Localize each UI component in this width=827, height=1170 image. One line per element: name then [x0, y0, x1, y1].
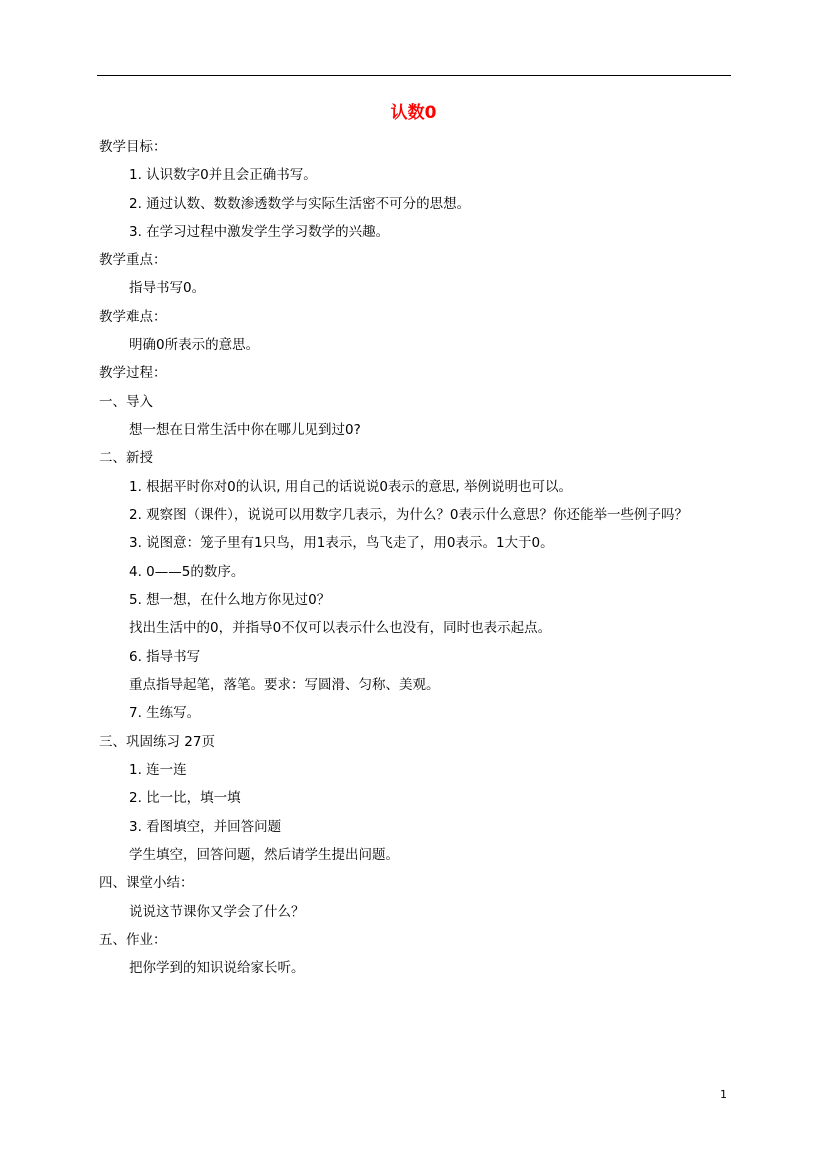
section-goals-heading: 教学目标：	[99, 139, 167, 155]
practice-item-3-detail: 学生填空，回答问题，然后请学生提出问题。	[129, 847, 399, 863]
header-rule	[97, 75, 731, 76]
practice-item-2: 2. 比一比，填一填	[129, 790, 241, 806]
goal-item-3: 3. 在学习过程中激发学生学习数学的兴趣。	[129, 224, 390, 240]
part-intro-heading: 一、导入	[99, 394, 153, 410]
part-homework-heading: 五、作业：	[99, 932, 167, 948]
practice-item-1: 1. 连一连	[129, 762, 187, 778]
goal-item-2: 2. 通过认数、数数渗透数学与实际生活密不可分的思想。	[129, 196, 471, 212]
part-new-teaching-heading: 二、新授	[99, 450, 153, 466]
new-teaching-item-5: 5. 想一想，在什么地方你见过0？	[129, 592, 331, 608]
new-teaching-item-7: 7. 生练写。	[129, 705, 201, 721]
key-point-text: 指导书写0。	[129, 280, 206, 296]
new-teaching-item-1: 1. 根据平时你对0的认识, 用自己的话说说0表示的意思, 举例说明也可以。	[129, 479, 573, 495]
new-teaching-item-3: 3. 说图意：笼子里有1只鸟，用1表示，鸟飞走了，用0表示。1大于0。	[129, 535, 554, 551]
section-difficulty-heading: 教学难点：	[99, 309, 167, 325]
new-teaching-item-6-detail: 重点指导起笔，落笔。要求：写圆滑、匀称、美观。	[129, 677, 440, 693]
new-teaching-item-5-detail: 找出生活中的0，并指导0不仅可以表示什么也没有，同时也表示起点。	[129, 620, 552, 636]
page-number: 1	[720, 1088, 727, 1101]
summary-text: 说说这节课你又学会了什么？	[129, 904, 305, 920]
intro-text: 想一想在日常生活中你在哪儿见到过0?	[129, 422, 361, 438]
homework-text: 把你学到的知识说给家长听。	[129, 960, 305, 976]
document-title: 认数0	[390, 103, 437, 123]
new-teaching-item-6: 6. 指导书写	[129, 649, 201, 665]
new-teaching-item-4: 4. 0——5的数序。	[129, 564, 245, 580]
section-process-heading: 教学过程：	[99, 365, 167, 381]
section-key-point-heading: 教学重点：	[99, 252, 167, 268]
practice-item-3: 3. 看图填空，并回答问题	[129, 819, 282, 835]
new-teaching-item-2: 2. 观察图（课件），说说可以用数字几表示，为什么？0表示什么意思？你还能举一些例子吗？	[129, 507, 689, 523]
goal-item-1: 1. 认识数字0并且会正确书写。	[129, 167, 317, 183]
difficulty-text: 明确0所表示的意思。	[129, 337, 260, 353]
part-practice-heading: 三、巩固练习 27页	[99, 734, 215, 750]
part-summary-heading: 四、课堂小结：	[99, 875, 194, 891]
